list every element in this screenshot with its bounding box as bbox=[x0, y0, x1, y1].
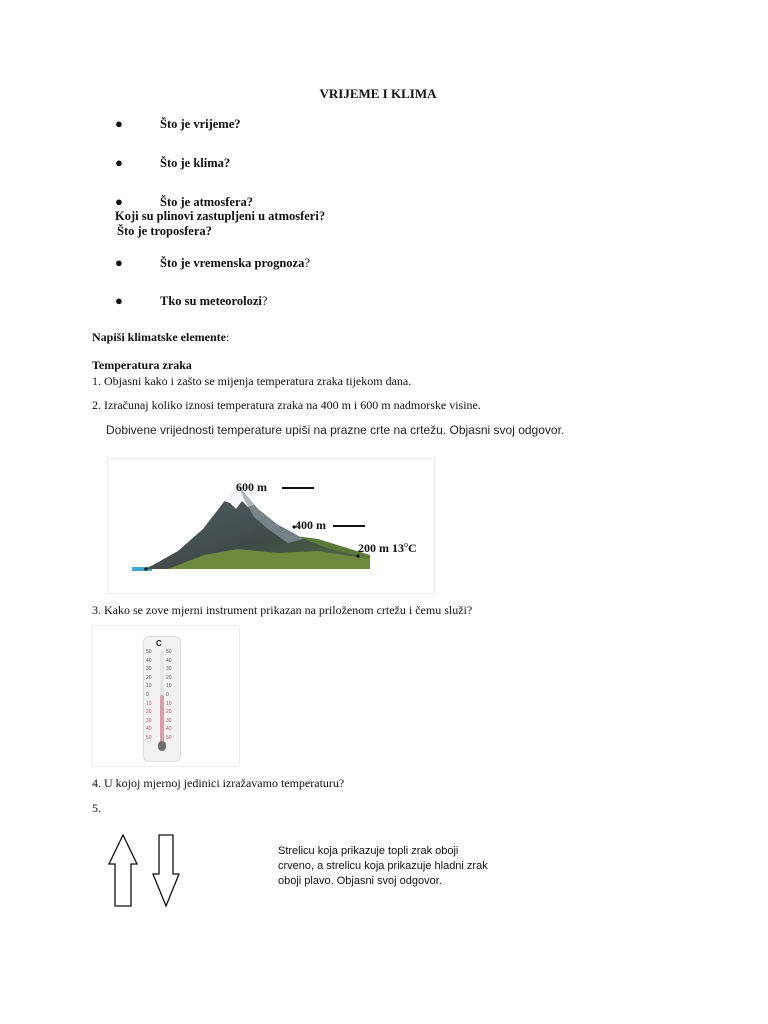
thermometer-tick-label: 30 bbox=[166, 717, 172, 724]
thermometer-tick-label: 40 bbox=[166, 726, 172, 733]
task-3: 3. Kako se zove mjerni instrument prikazan na priloženom crtežu i čemu služi? bbox=[92, 603, 473, 617]
question-climate: Što je klima? bbox=[160, 156, 231, 170]
question-troposphere: Što je troposfera? bbox=[117, 224, 212, 238]
thermometer-tick-label: 10 bbox=[166, 700, 172, 707]
bullet-icon: ● bbox=[115, 116, 123, 131]
thermometer-tick-label: 50 bbox=[166, 649, 172, 655]
thermometer-bulb bbox=[158, 741, 166, 751]
bullet-icon: ● bbox=[115, 255, 123, 270]
task-5-text: Strelicu koja prikazuje topli zrak oboji crveno, a strelicu koja prikazuje hladni zrak oboji plavo. Objasni svoj odgovor. bbox=[278, 845, 488, 887]
question-weather: Što je vrijeme? bbox=[160, 117, 241, 131]
thermometer-tick-label: 10 bbox=[146, 700, 152, 707]
arrow-down-icon bbox=[153, 835, 179, 906]
thermometer-tick-label: 50 bbox=[166, 735, 172, 741]
bullet-icon: ● bbox=[115, 155, 123, 170]
thermometer-body bbox=[143, 636, 181, 762]
task-5-number: 5. bbox=[92, 801, 101, 815]
thermometer-tick-label: 30 bbox=[146, 666, 152, 673]
label-200m: 200 m 13$^o$C bbox=[358, 540, 417, 555]
thermometer-tick-label: 40 bbox=[146, 726, 152, 733]
thermometer-tick-label: 20 bbox=[166, 709, 172, 716]
thermometer-liquid bbox=[160, 695, 164, 745]
label-600m: 600 m bbox=[236, 480, 267, 494]
arrow-up-icon bbox=[109, 835, 137, 906]
question-gases: Koji su plinovi zastupljeni u atmosferi? bbox=[115, 209, 326, 223]
task-4: 4. U kojoj mjernoj jedinici izražavamo temperaturu? bbox=[92, 776, 345, 790]
thermometer-tick-label: 30 bbox=[166, 666, 172, 673]
thermometer-tick-label: 0 bbox=[146, 692, 149, 698]
thermometer-tick-label: 20 bbox=[166, 674, 172, 681]
thermometer-tick-label: 10 bbox=[166, 683, 172, 690]
task-1: 1. Objasni kako i zašto se mijenja temperatura zraka tijekom dana. bbox=[92, 374, 412, 388]
thermometer-tick-label: 0 bbox=[166, 692, 169, 698]
question-atmosphere: Što je atmosfera? bbox=[160, 195, 254, 209]
question-meteorologists: Tko su meteorolozi? bbox=[160, 294, 268, 308]
thermometer-tick-label: 40 bbox=[166, 657, 172, 664]
bullet-icon: ● bbox=[115, 194, 123, 209]
thermometer-unit: C bbox=[156, 639, 162, 648]
mountain-illustration bbox=[108, 459, 434, 593]
thermometer-tick-label: 50 bbox=[146, 735, 152, 741]
label-400m: 400 m bbox=[295, 518, 326, 532]
arrows-figure bbox=[106, 834, 182, 908]
task-2-note: Dobivene vrijednosti temperature upiši na prazne crte na crtežu. Objasni svoj odgovor. bbox=[106, 423, 565, 437]
thermometer-tick-label: 50 bbox=[146, 649, 152, 655]
thermometer-figure bbox=[92, 625, 240, 767]
question-forecast: Što je vremenska prognoza? bbox=[160, 256, 310, 270]
thermometer-tick-label: 20 bbox=[146, 674, 152, 681]
task-2: 2. Izračunaj koliko iznosi temperatura zraka na 400 m i 600 m nadmorske visine. bbox=[92, 398, 481, 412]
climate-elements-heading: Napiši klimatske elemente: bbox=[92, 330, 230, 344]
thermometer-tick-label: 20 bbox=[146, 709, 152, 716]
thermometer-tick-label: 40 bbox=[146, 657, 152, 664]
thermometer-tick-label: 10 bbox=[146, 683, 152, 690]
mountain-figure bbox=[107, 458, 435, 594]
page-title: VRIJEME I KLIMA bbox=[319, 86, 437, 101]
bullet-icon: ● bbox=[115, 293, 123, 308]
thermometer-tick-label: 30 bbox=[146, 717, 152, 724]
temperature-heading: Temperatura zraka bbox=[92, 358, 192, 372]
